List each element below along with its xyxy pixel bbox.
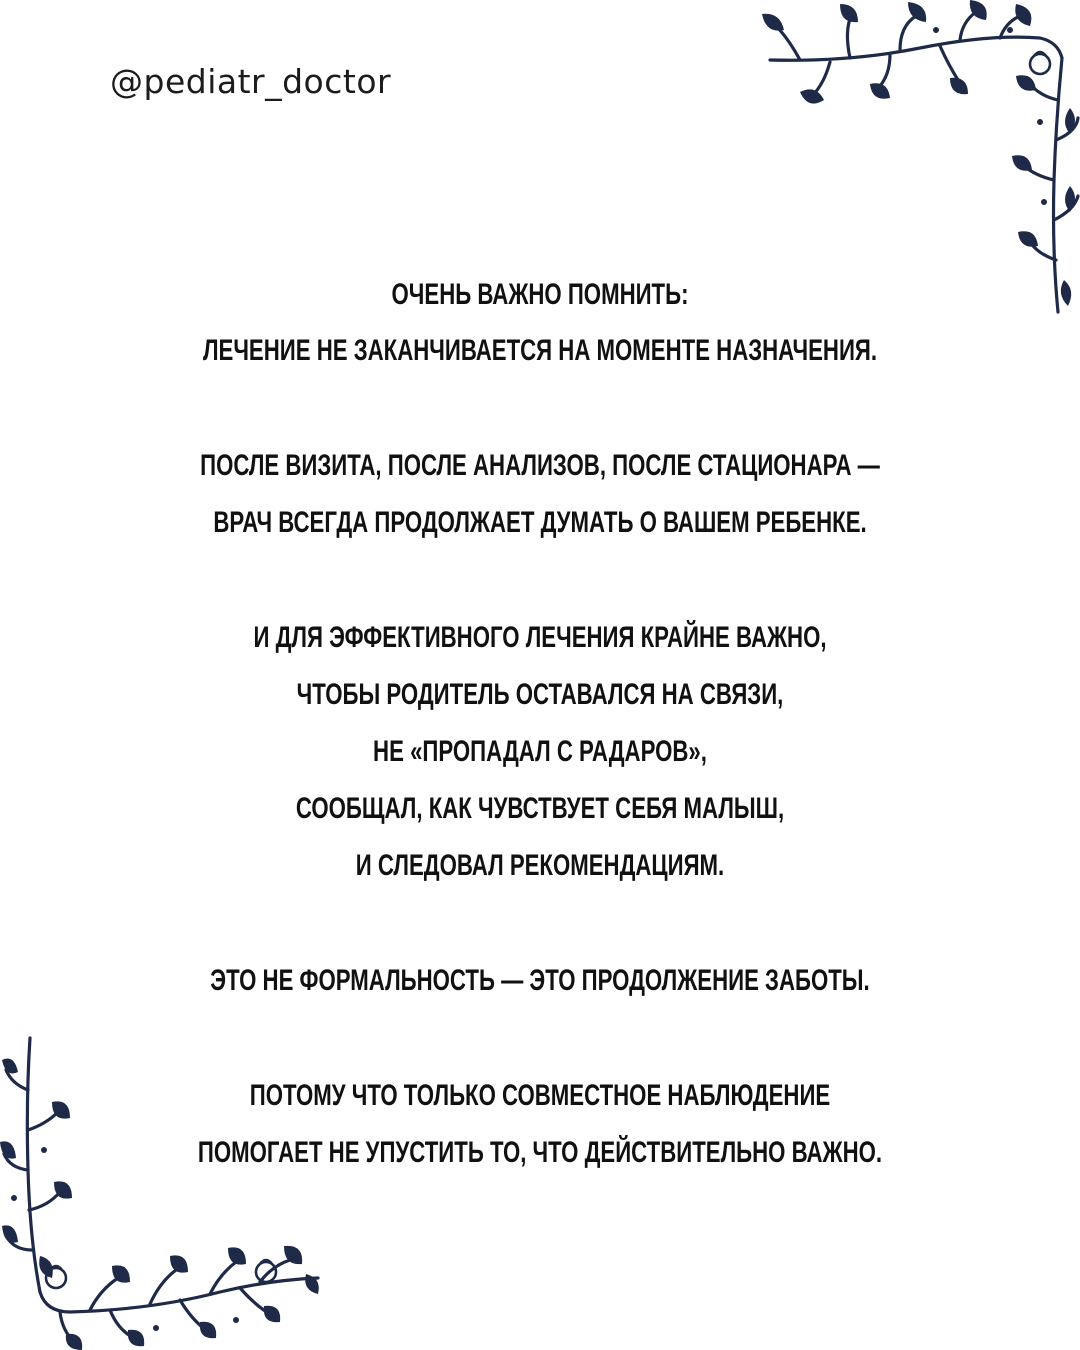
text-line: ЭТО НЕ ФОРМАЛЬНОСТЬ — ЭТО ПРОДОЛЖЕНИЕ ЗАБОТЫ. xyxy=(210,964,870,997)
floral-corner-top-right-icon xyxy=(740,0,1080,320)
account-handle: @pediatr_doctor xyxy=(110,62,392,101)
floral-corner-bottom-left-icon xyxy=(0,1030,340,1350)
text-line: НЕ «ПРОПАДАЛ С РАДАРОВ», xyxy=(373,735,707,768)
text-line: И ДЛЯ ЭФФЕКТИВНОГО ЛЕЧЕНИЯ КРАЙНЕ ВАЖНО, xyxy=(253,621,827,654)
text-line: СООБЩАЛ, КАК ЧУВСТВУЕТ СЕБЯ МАЛЫШ, xyxy=(295,792,785,825)
text-line: ПОСЛЕ ВИЗИТА, ПОСЛЕ АНАЛИЗОВ, ПОСЛЕ СТАЦИОНАРА — xyxy=(200,449,880,482)
text-line: ПОТОМУ ЧТО ТОЛЬКО СОВМЕСТНОЕ НАБЛЮДЕНИЕ xyxy=(249,1079,831,1112)
text-line: ЛЕЧЕНИЕ НЕ ЗАКАНЧИВАЕТСЯ НА МОМЕНТЕ НАЗНАЧЕНИЯ. xyxy=(202,334,878,367)
text-line: И СЛЕДОВАЛ РЕКОМЕНДАЦИЯМ. xyxy=(355,849,725,882)
text-line: ОЧЕНЬ ВАЖНО ПОМНИТЬ: xyxy=(391,278,689,311)
text-line: ПОМОГАЕТ НЕ УПУСТИТЬ ТО, ЧТО ДЕЙСТВИТЕЛЬНО ВАЖНО. xyxy=(197,1136,883,1169)
text-line: ВРАЧ ВСЕГДА ПРОДОЛЖАЕТ ДУМАТЬ О ВАШЕМ РЕБЕНКЕ. xyxy=(213,506,867,539)
text-line: ЧТОБЫ РОДИТЕЛЬ ОСТАВАЛСЯ НА СВЯЗИ, xyxy=(296,678,784,711)
